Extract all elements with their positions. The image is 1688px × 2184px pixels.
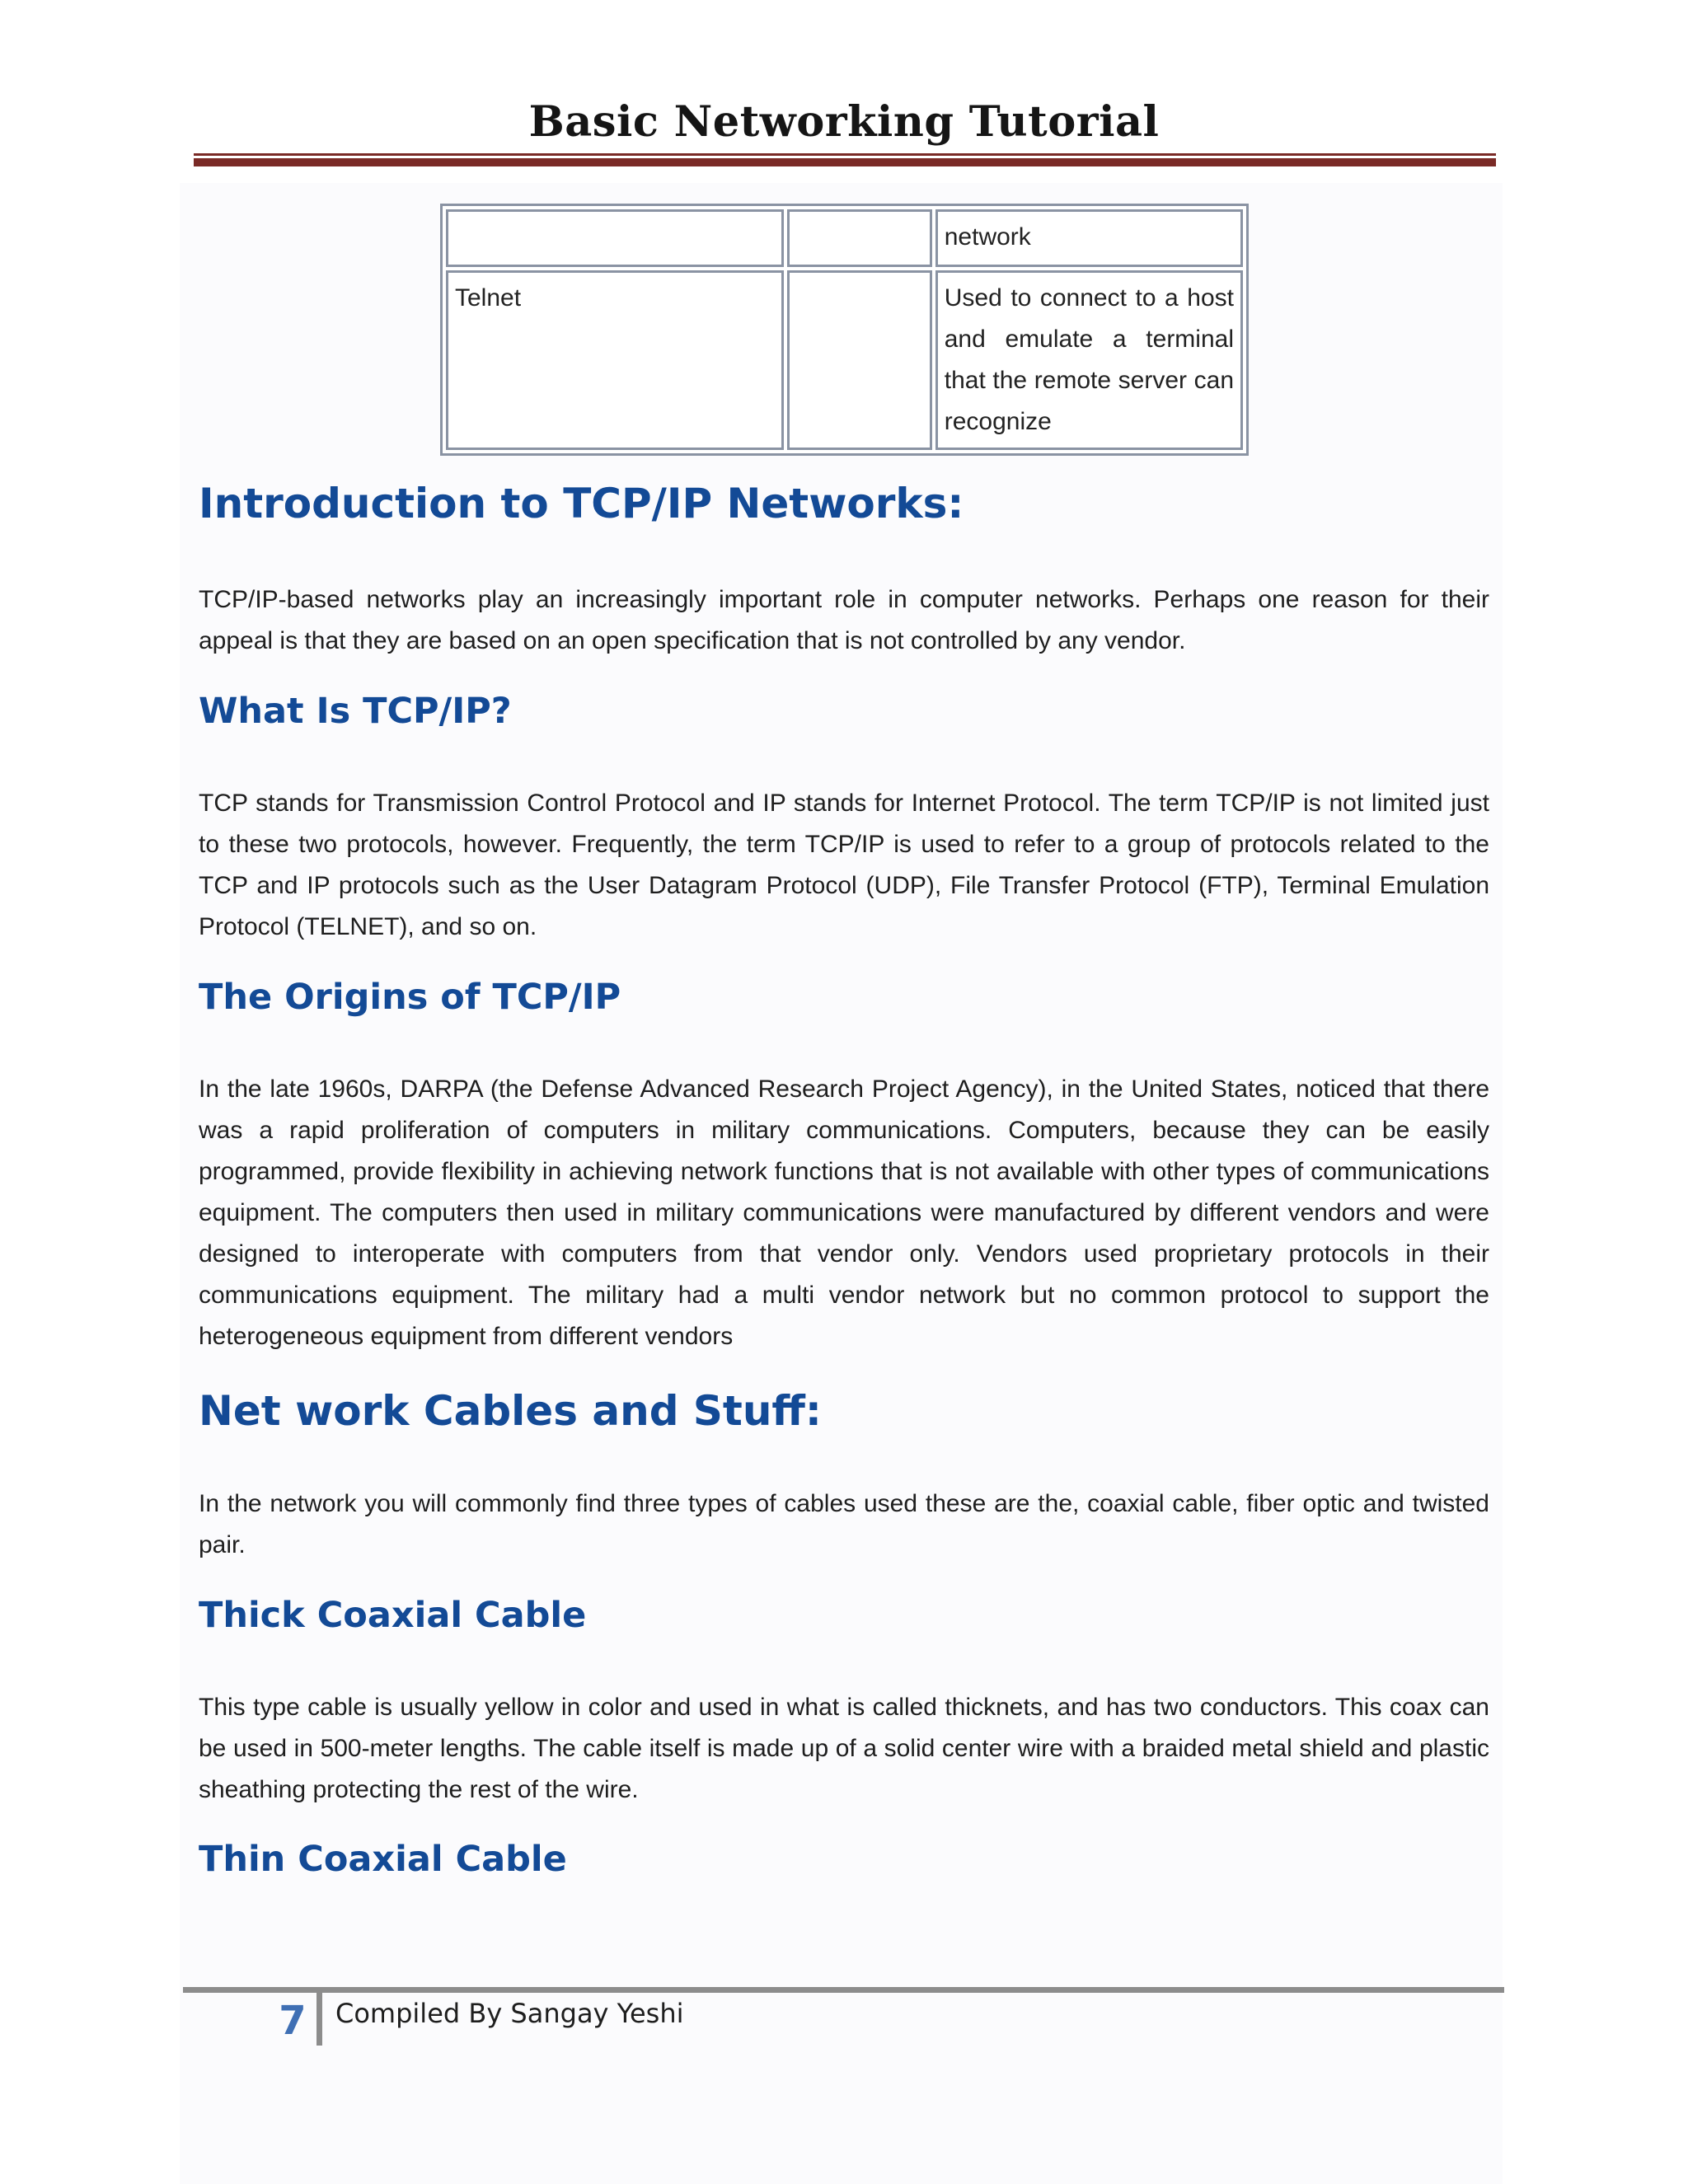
paragraph-thick-coax: This type cable is usually yellow in color and used in what is called thicknets, and has two conductors. This coax can be used in 500-meter lengths. The cable itself is made up of a solid center wire with a braided metal shield and plastic sheathing protecting the rest of the wire. bbox=[199, 1694, 1489, 1803]
table-cell: Telnet bbox=[446, 270, 784, 450]
footer-divider bbox=[316, 1993, 322, 2046]
document-title: Basic Networking Tutorial bbox=[528, 97, 1160, 147]
section-heading-what-is-tcpip: What Is TCP/IP? bbox=[199, 691, 512, 732]
section-heading-cables: Net work Cables and Stuff: bbox=[199, 1387, 822, 1435]
section-heading-thick-coax: Thick Coaxial Cable bbox=[199, 1595, 587, 1636]
paragraph-origins: In the late 1960s, DARPA (the Defense Advanced Research Project Agency), in the United States, noticed that there was a rapid proliferation of computers in military communications. Computers, because they can be easily programmed, provide flexibility in achieving network functions that is not available with other types of communications equipment. The computers then used in military communications were manufactured by different vendors and were designed to interoperate with computers from that vendor only. Vendors used proprietary protocols in their communications equipment. The military had a multi vendor network but no common protocol to support the heterogeneous equipment from different vendors bbox=[199, 1076, 1489, 1350]
page-number: 7 bbox=[279, 1998, 307, 2044]
table-cell bbox=[446, 209, 784, 267]
paragraph-what-is-tcpip: TCP stands for Transmission Control Protocol and IP stands for Internet Protocol. The term TCP/IP is not limited just to these two protocols, however. Frequently, the term TCP/IP is used to refer to a group of protocols related to the TCP and IP protocols such as the User Datagram Protocol (UDP), File Transfer Protocol (FTP), Terminal Emulation Protocol (TELNET), and so on. bbox=[199, 790, 1489, 940]
table-cell bbox=[787, 270, 932, 450]
table-cell: network bbox=[935, 209, 1243, 267]
table-cell: Used to connect to a host and emulate a terminal that the remote server can recognize bbox=[935, 270, 1243, 450]
paragraph-cables: In the network you will commonly find three types of cables used these are the, coaxial cable, fiber optic and twisted pair. bbox=[199, 1490, 1489, 1558]
header-rule-thick bbox=[194, 158, 1496, 166]
footer-credit: Compiled By Sangay Yeshi bbox=[335, 1998, 684, 2029]
footer-rule bbox=[183, 1987, 1504, 1993]
section-heading-origins: The Origins of TCP/IP bbox=[199, 977, 621, 1018]
section-heading-thin-coax: Thin Coaxial Cable bbox=[199, 1839, 567, 1880]
section-heading-intro: Introduction to TCP/IP Networks: bbox=[199, 480, 964, 527]
table-cell bbox=[787, 209, 932, 267]
protocol-table bbox=[440, 204, 1249, 456]
table-row bbox=[446, 270, 1243, 450]
table-row bbox=[446, 209, 1243, 267]
header-rule-thin bbox=[194, 153, 1496, 156]
paragraph-intro: TCP/IP-based networks play an increasingly important role in computer networks. Perhaps one reason for their appeal is that they are based on an open specification that is not controlled by any vendor. bbox=[199, 586, 1489, 654]
